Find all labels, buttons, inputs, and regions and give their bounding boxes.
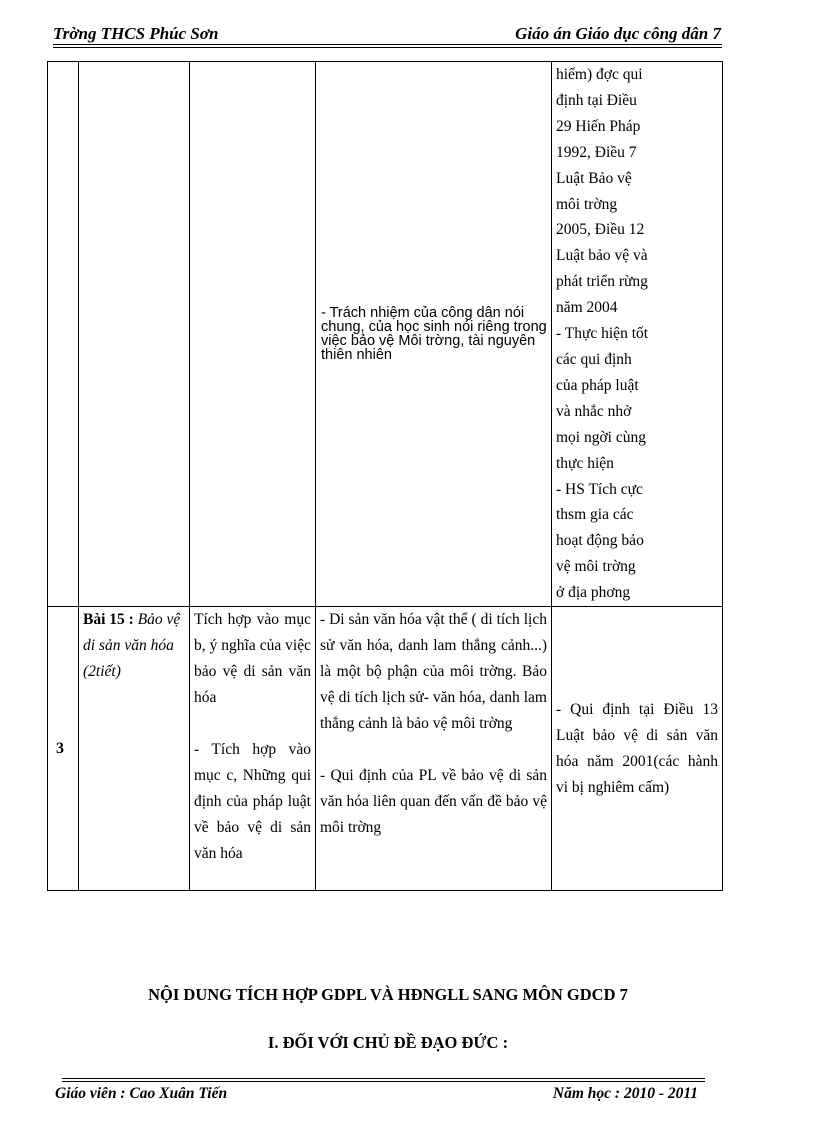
footer-teacher: Giáo viên : Cao Xuân Tiến (55, 1085, 228, 1102)
law-line: - Thực hiện tốt (556, 325, 649, 343)
law-line: Luật Bảo vệ (556, 169, 632, 187)
footer-school-year: Năm học : 2010 - 2011 (552, 1085, 698, 1102)
header-rule-secondary (53, 47, 722, 48)
lesson-label: Bài 15 : (83, 611, 134, 629)
lesson-name: Bảo vệ di sản văn hóa (2tiết) (83, 611, 181, 681)
header-rule (53, 44, 722, 45)
lesson-number: 3 (48, 607, 79, 891)
content-cell (316, 62, 552, 607)
law-line: 1992, Điều 7 (556, 143, 637, 161)
law-line: 29 Hiến Pháp (556, 117, 641, 135)
law-line: mọi ngời cùng (556, 428, 646, 446)
lesson-title-cell (79, 607, 190, 891)
content-text-2: - Qui định của PL về bảo vệ di sản văn hóa liên quan đến vấn đề bảo vệ môi trờng (320, 767, 547, 837)
integration-b-text: Tích hợp vào mục b, ý nghĩa của việc bảo vệ di sản văn hóa (194, 611, 311, 707)
responsibility-text: - Trách nhiệm của công dân nói chung, của học sinh nói riêng trong việc bảo vệ Môi trờng, tài nguyên thiên nhiên (321, 305, 547, 364)
law-line: 2005, Điều 12 (556, 221, 645, 239)
integration-table (47, 61, 723, 891)
header-school-name: Trờng THCS Phúc Sơn (53, 24, 219, 43)
law-cell (552, 607, 723, 891)
law-text: - Qui định tại Điều 13 Luật bảo vệ di sản văn hóa năm 2001(các hành vi bị nghiêm cấm) (556, 700, 718, 796)
law-line: của pháp luật (556, 376, 639, 394)
law-line: năm 2004 (556, 299, 618, 317)
law-cell (552, 62, 723, 607)
content-cell (316, 607, 552, 891)
integration-cell (190, 62, 316, 607)
table-row (48, 607, 723, 891)
law-line: hiếm) đợc qui (556, 66, 643, 83)
main-heading: NỘI DUNG TÍCH HỢP GDPL VÀ HĐNGLL SANG MÔN GDCD 7 (148, 985, 628, 1004)
law-line: thsm gia các (556, 506, 634, 524)
header-document-title: Giáo án Giáo dục công dân 7 (515, 24, 721, 43)
law-line: hoạt động bảo (556, 532, 644, 550)
integration-cell (190, 607, 316, 891)
law-line: môi trờng (556, 195, 618, 213)
footer-rule-secondary (62, 1081, 705, 1082)
table-row (48, 62, 723, 607)
section-heading: I. ĐỐI VỚI CHỦ ĐỀ ĐẠO ĐỨC : (267, 1033, 509, 1052)
law-line: các qui định (556, 350, 632, 368)
law-line: thực hiện (556, 454, 614, 472)
law-line: định tại Điều (556, 91, 637, 109)
law-line: - HS Tích cực (556, 480, 643, 498)
law-line: vệ môi trờng (556, 558, 636, 576)
integration-c-text: - Tích hợp vào mục c, Những qui định của pháp luật về bảo vệ di sản văn hóa (194, 741, 311, 863)
law-line: và nhắc nhở (556, 402, 632, 420)
law-line: Luật bảo vệ và (556, 247, 648, 265)
number-cell (48, 62, 79, 607)
law-line: ở địa phơng (556, 584, 631, 602)
law-line: phát triển rừng (556, 273, 648, 291)
footer-rule (62, 1078, 705, 1079)
content-text-1: - Di sản văn hóa vật thể ( di tích lịch sử văn hóa, danh lam thắng cảnh...) là một bộ phận của môi trờng. Bảo vệ di tích lịch sử- văn hóa, danh lam thắng cảnh là bảo vệ môi trờng (320, 611, 547, 733)
lesson-cell (79, 62, 190, 607)
